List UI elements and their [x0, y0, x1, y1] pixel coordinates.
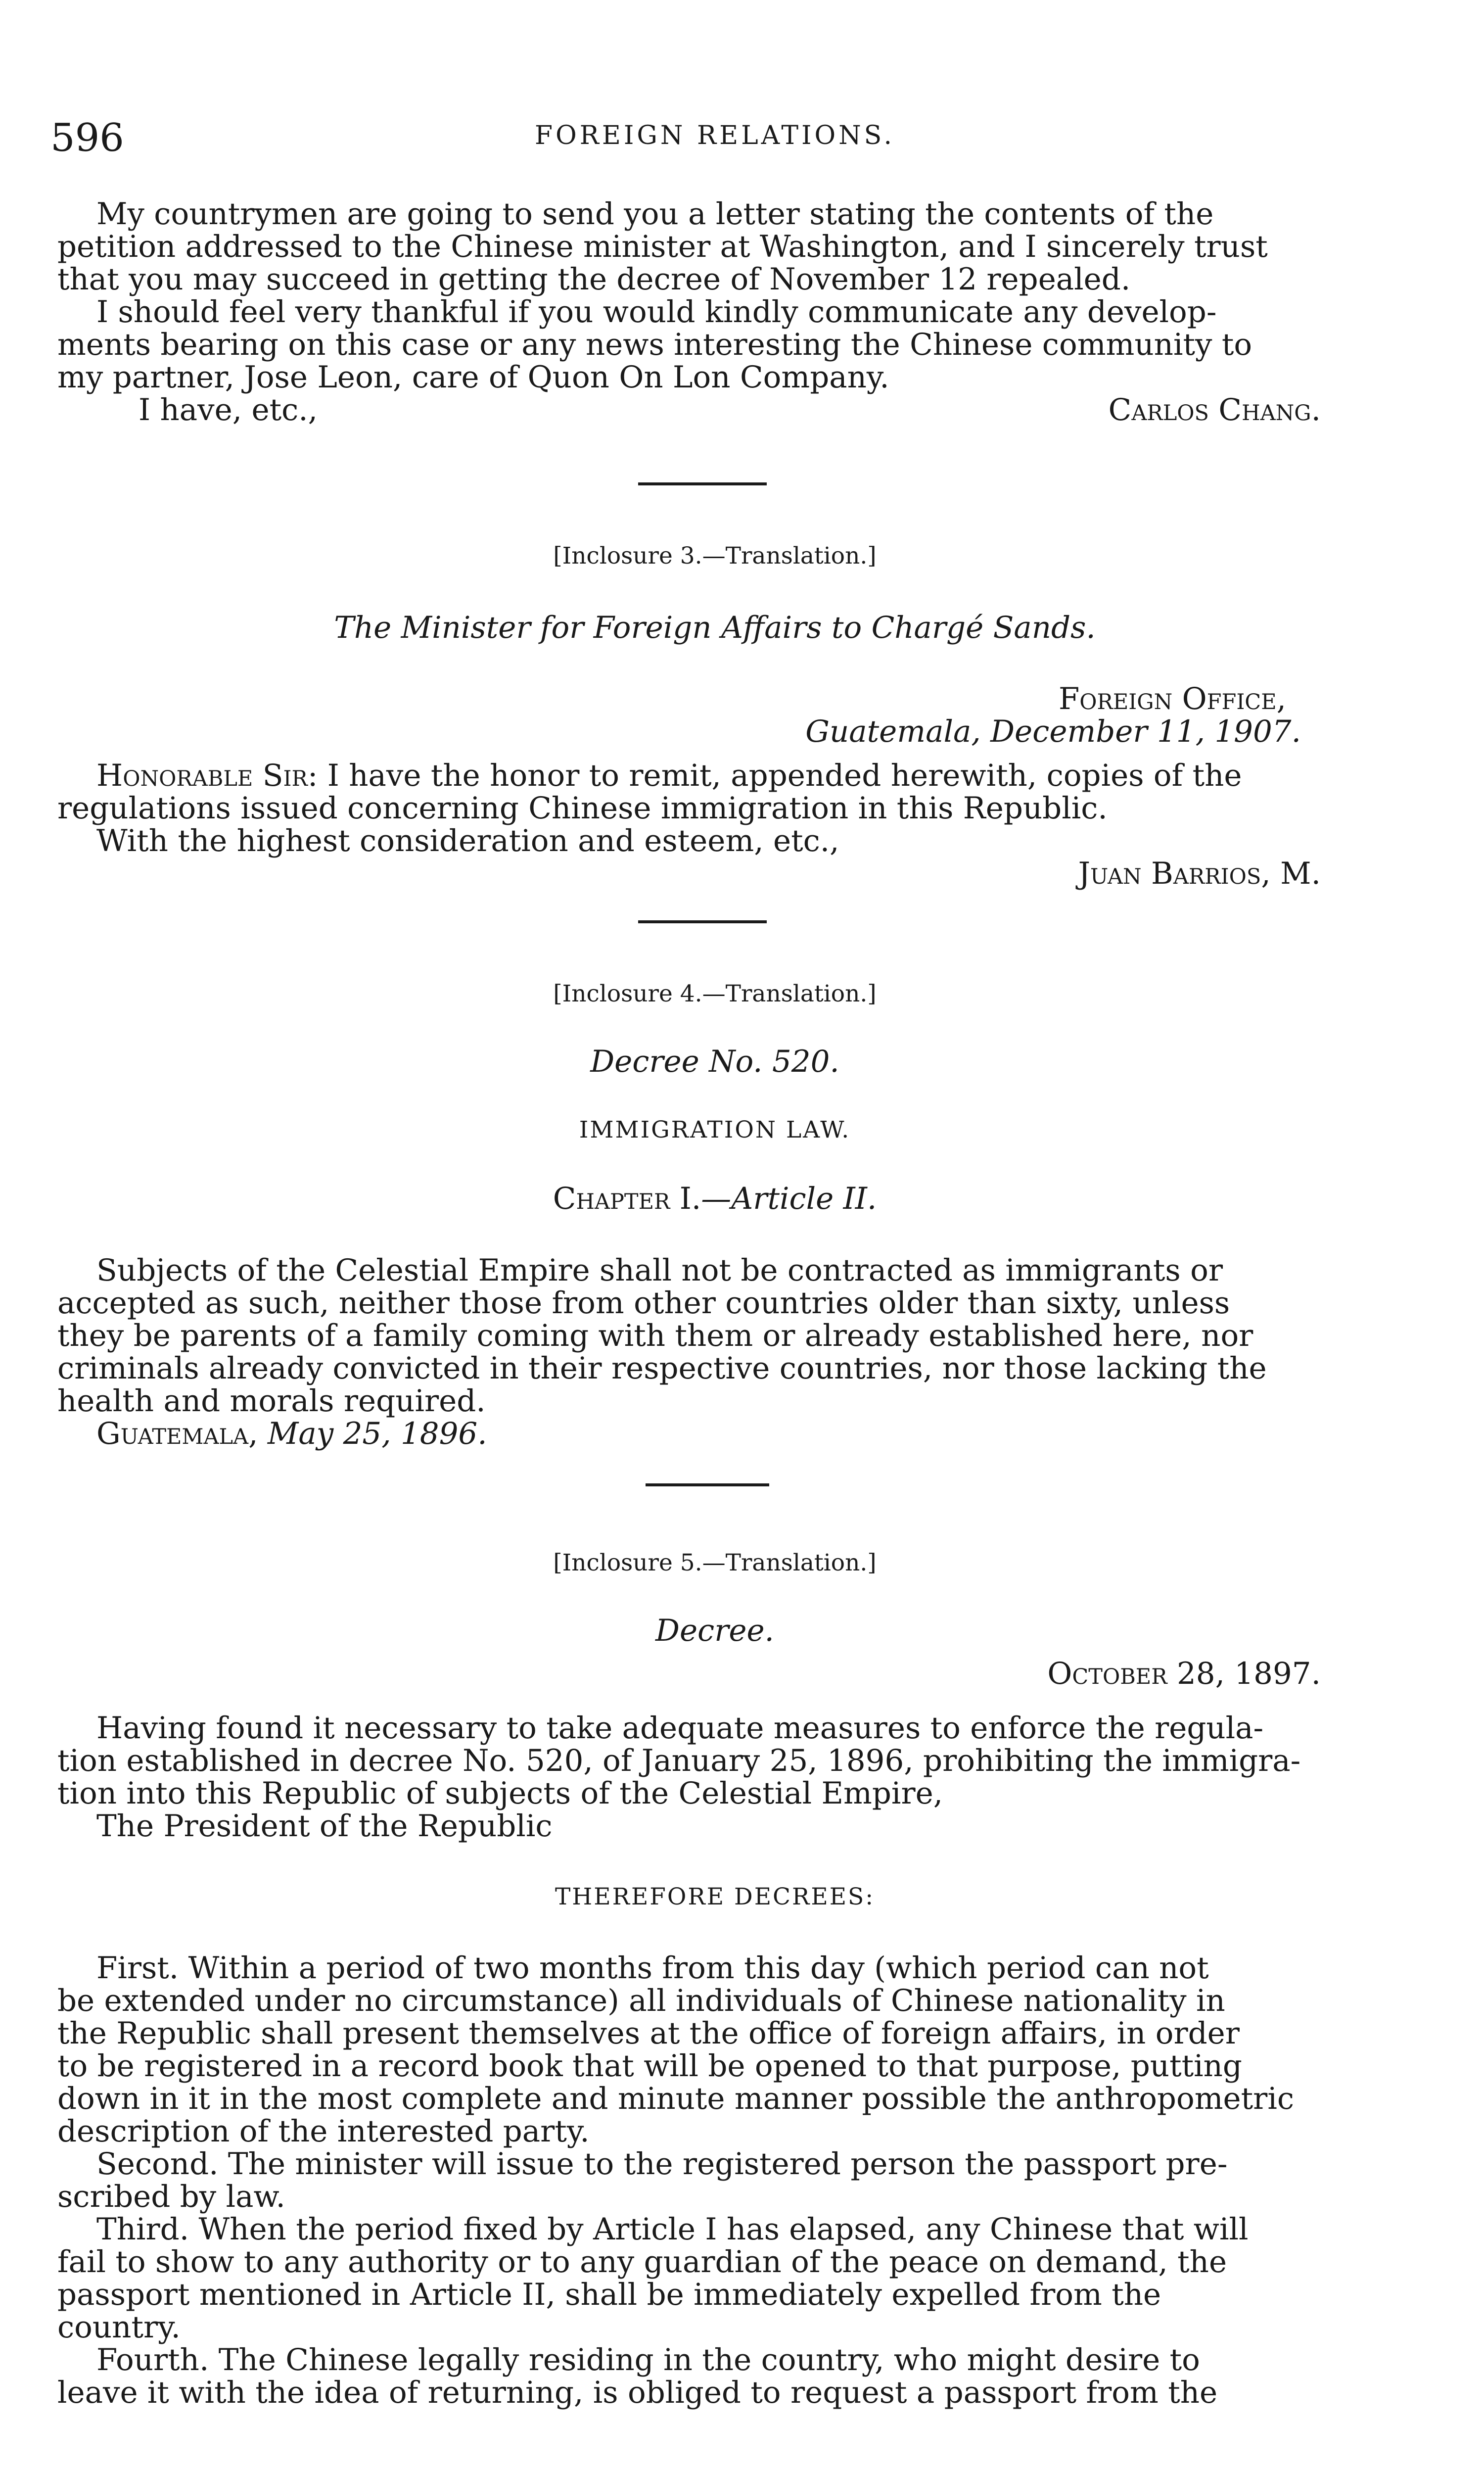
running-head: FOREIGN RELATIONS.: [535, 121, 895, 150]
paragraph-line: accepted as such, neither those from other countries older than sixty, unless: [57, 1285, 1230, 1321]
place-date-line: [96, 1418, 487, 1450]
signature: Juan Barrios, M.: [1078, 856, 1321, 891]
place: Guatemala,: [96, 1416, 258, 1451]
paragraph-line: description of the interested party.: [57, 2114, 590, 2149]
date: May 25, 1896.: [267, 1416, 487, 1451]
paragraph-line: passport mentioned in Article II, shall be immediately expelled from the: [57, 2277, 1161, 2312]
chapter: Chapter I.: [553, 1181, 701, 1216]
paragraph-line: The President of the Republic: [96, 1808, 553, 1844]
paragraph-line: First. Within a period of two months from this day (which period can not: [96, 1950, 1209, 1986]
paragraph-line: my partner, Jose Leon, care of Quon On Lon Company.: [57, 360, 889, 395]
paragraph-line: health and morals required.: [57, 1383, 486, 1419]
paragraph-line: petition addressed to the Chinese minister at Washington, and I sincerely trust: [57, 229, 1268, 264]
chapter-heading: [0, 1183, 1430, 1215]
salutation-line: [96, 760, 1242, 792]
paragraph-line: criminals already convicted in their respective countries, nor those lacking the: [57, 1351, 1267, 1386]
signature: Carlos Chang.: [1108, 392, 1321, 428]
paragraph-line: My countrymen are going to send you a letter stating the contents of the: [96, 196, 1214, 232]
dateline: Guatemala, December 11, 1907.: [805, 714, 1301, 749]
section-divider: [638, 482, 767, 485]
paragraph-line: scribed by law.: [57, 2179, 285, 2214]
paragraph-line: regulations issued concerning Chinese immigration in this Republic.: [57, 791, 1108, 826]
paragraph-line: that you may succeed in getting the decree of November 12 repealed.: [57, 262, 1131, 297]
paragraph-line: Second. The minister will issue to the registered person the passport pre-: [96, 2146, 1228, 2182]
paragraph-line: down in it in the most complete and minute manner possible the anthropometric: [57, 2081, 1294, 2116]
paragraph-line: to be registered in a record book that will be opened to that purpose, putting: [57, 2048, 1242, 2084]
section-divider: [646, 1483, 769, 1486]
paragraph-line: tion into this Republic of subjects of the Celestial Empire,: [57, 1776, 943, 1811]
closing-line: I have, etc.,: [139, 392, 318, 428]
salutation: Honorable Sir: [96, 758, 308, 793]
paragraph-line: fail to show to any authority or to any guardian of the peace on demand, the: [57, 2244, 1227, 2280]
closing-line: With the highest consideration and esteem, etc.,: [96, 823, 839, 858]
paragraph-line: tion established in decree No. 520, of January 25, 1896, prohibiting the immigra-: [57, 1743, 1301, 1778]
therefore-heading: THEREFORE DECREES:: [555, 1883, 875, 1910]
article: —Article II.: [701, 1181, 877, 1216]
inclosure-label: [Inclosure 4.—Translation.]: [553, 980, 877, 1007]
decree-title: Decree.: [655, 1613, 774, 1648]
paragraph-line: ments bearing on this case or any news interesting the Chinese community to: [57, 327, 1252, 362]
inclosure-label: [Inclosure 5.—Translation.]: [553, 1549, 877, 1576]
letterhead-office: Foreign Office,: [1058, 681, 1286, 716]
paragraph-line: leave it with the idea of returning, is obliged to request a passport from the: [57, 2375, 1218, 2410]
law-title: IMMIGRATION LAW.: [579, 1116, 851, 1143]
paragraph-line: I should feel very thankful if you would kindly communicate any develop-: [96, 294, 1217, 330]
inclosure-label: [Inclosure 3.—Translation.]: [553, 542, 877, 570]
page-number: 596: [50, 116, 124, 160]
paragraph-line: they be parents of a family coming with them or already established here, nor: [57, 1318, 1253, 1353]
paragraph-line: Fourth. The Chinese legally residing in the country, who might desire to: [96, 2342, 1200, 2377]
paragraph-line: Subjects of the Celestial Empire shall not be contracted as immigrants or: [96, 1253, 1223, 1288]
paragraph-line: Having found it necessary to take adequate measures to enforce the regula-: [96, 1711, 1264, 1746]
letter-heading: The Minister for Foreign Affairs to Chargé Sands.: [334, 610, 1096, 645]
paragraph-line: the Republic shall present themselves at the office of foreign affairs, in order: [57, 2016, 1240, 2051]
decree-date: October 28, 1897.: [1047, 1656, 1321, 1691]
section-divider: [638, 920, 767, 923]
paragraph-line: : I have the honor to remit, appended herewith, copies of the: [307, 758, 1242, 793]
paragraph-line: country.: [57, 2310, 181, 2345]
paragraph-line: be extended under no circumstance) all individuals of Chinese nationality in: [57, 1983, 1225, 2018]
decree-title: Decree No. 520.: [590, 1044, 839, 1079]
paragraph-line: Third. When the period fixed by Article I has elapsed, any Chinese that will: [96, 2212, 1249, 2247]
